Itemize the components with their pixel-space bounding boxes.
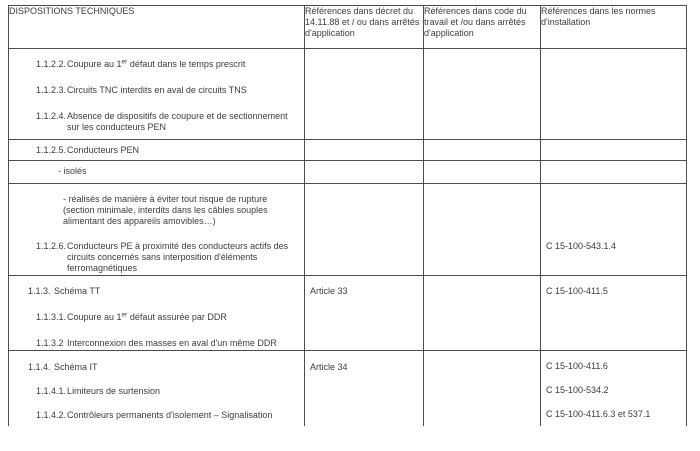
item-text: Interconnexion des masses en aval d'un même DDR bbox=[67, 338, 277, 348]
cell-decret bbox=[305, 140, 424, 161]
list-item bbox=[9, 111, 300, 133]
norm-ref: C 15-100-534.2 bbox=[546, 385, 609, 395]
item-text: Circuits TNC interdits en aval de circuits TNS bbox=[67, 85, 247, 95]
header-col-decret: Références dans décret du 14.11.88 et / ou dans arrêtés d'application bbox=[305, 6, 424, 49]
cell-dispositions bbox=[9, 351, 305, 426]
cell-decret bbox=[305, 184, 424, 276]
norm-ref: C 15-100-411.6.3 et 537.1 bbox=[546, 409, 651, 419]
item-text: Coupure au 1er défaut dans le temps prescrit bbox=[67, 58, 246, 69]
cell-normes bbox=[541, 161, 687, 184]
item-text: Schéma TT bbox=[54, 286, 101, 296]
item-text: Conducteurs PE à proximité des conducteurs actifs des circuits concernés sans interposition d'éléments ferromagnétiques bbox=[67, 241, 289, 273]
references-table bbox=[8, 5, 687, 426]
list-item bbox=[9, 362, 300, 373]
item-number: 1.1.4. bbox=[28, 362, 51, 372]
norm-ref: C 15-100-543.1.4 bbox=[546, 241, 617, 251]
header-col-dispositions: DISPOSITIONS TECHNIQUES bbox=[9, 6, 305, 49]
list-item bbox=[9, 59, 300, 70]
header-col-code-travail: Références dans code du travail et /ou dans arrêtés d'application bbox=[424, 6, 541, 49]
item-text: Coupure au 1er défaut assurée par DDR bbox=[67, 311, 227, 322]
norm-ref: C 15-100-411.6 bbox=[546, 361, 608, 371]
item-number: 1.1.4.2. bbox=[36, 410, 67, 420]
item-number: 1.1.2.4. bbox=[36, 111, 67, 121]
table-row bbox=[9, 161, 687, 184]
superscript: er bbox=[121, 311, 128, 319]
cell-decret bbox=[305, 161, 424, 184]
cell-normes bbox=[541, 351, 687, 426]
table-row bbox=[9, 140, 687, 161]
cell-dispositions bbox=[9, 140, 305, 161]
cell-decret bbox=[305, 276, 424, 351]
header-col-normes: Références dans les normes d'installation bbox=[541, 6, 687, 49]
item-number: 1.1.2.2. bbox=[36, 59, 67, 69]
list-item bbox=[9, 386, 300, 397]
table-row bbox=[9, 276, 687, 351]
list-item bbox=[9, 410, 300, 421]
cell-dispositions bbox=[9, 161, 305, 184]
cell-decret bbox=[305, 49, 424, 140]
item-text: Conducteurs PEN bbox=[67, 145, 140, 155]
list-item bbox=[9, 312, 300, 323]
superscript: er bbox=[121, 58, 128, 66]
list-item bbox=[9, 286, 300, 297]
item-text: Absence de dispositifs de coupure et de sectionnement sur les conducteurs PEN bbox=[67, 111, 288, 132]
item-number: 1.1.3.1. bbox=[36, 312, 67, 322]
cell-code-travail bbox=[424, 140, 541, 161]
cell-code-travail bbox=[424, 184, 541, 276]
list-item bbox=[9, 194, 300, 227]
cell-dispositions bbox=[9, 49, 305, 140]
list-item bbox=[9, 85, 300, 96]
list-item bbox=[9, 166, 300, 177]
item-number: 1.1.2.3. bbox=[36, 85, 67, 95]
table-row bbox=[9, 49, 687, 140]
cell-code-travail bbox=[424, 351, 541, 426]
list-item bbox=[9, 338, 300, 349]
item-number: 1.1.4.1. bbox=[36, 386, 67, 396]
item-text: - réalisés de manière à éviter tout risque de rupture (section minimale, interdits dans les câbles souples alimentant des appareils amovibles…) bbox=[63, 194, 268, 226]
cell-code-travail bbox=[424, 276, 541, 351]
table-header-row bbox=[9, 6, 687, 49]
table-row bbox=[9, 184, 687, 276]
cell-code-travail bbox=[424, 49, 541, 140]
cell-decret bbox=[305, 351, 424, 426]
item-text: Limiteurs de surtension bbox=[67, 386, 161, 396]
item-number: 1.1.3.2 bbox=[36, 338, 64, 348]
item-text: Contrôleurs permanents d'isolement – Signalisation bbox=[67, 410, 273, 420]
list-item bbox=[9, 241, 300, 274]
cell-normes bbox=[541, 140, 687, 161]
item-text: - isolés bbox=[58, 166, 87, 176]
cell-code-travail bbox=[424, 161, 541, 184]
norm-ref: C 15-100-411.5 bbox=[546, 286, 608, 296]
cell-normes bbox=[541, 276, 687, 351]
cell-normes bbox=[541, 49, 687, 140]
cell-dispositions bbox=[9, 276, 305, 351]
decret-ref: Article 34 bbox=[310, 362, 348, 372]
item-number: 1.1.2.5. bbox=[36, 145, 67, 155]
table-row bbox=[9, 351, 687, 426]
list-item bbox=[9, 145, 300, 156]
item-text: Schéma IT bbox=[54, 362, 98, 372]
item-number: 1.1.2.6. bbox=[36, 241, 67, 251]
cell-dispositions bbox=[9, 184, 305, 276]
item-number: 1.1.3. bbox=[28, 286, 51, 296]
cell-normes bbox=[541, 184, 687, 276]
decret-ref: Article 33 bbox=[310, 286, 348, 296]
